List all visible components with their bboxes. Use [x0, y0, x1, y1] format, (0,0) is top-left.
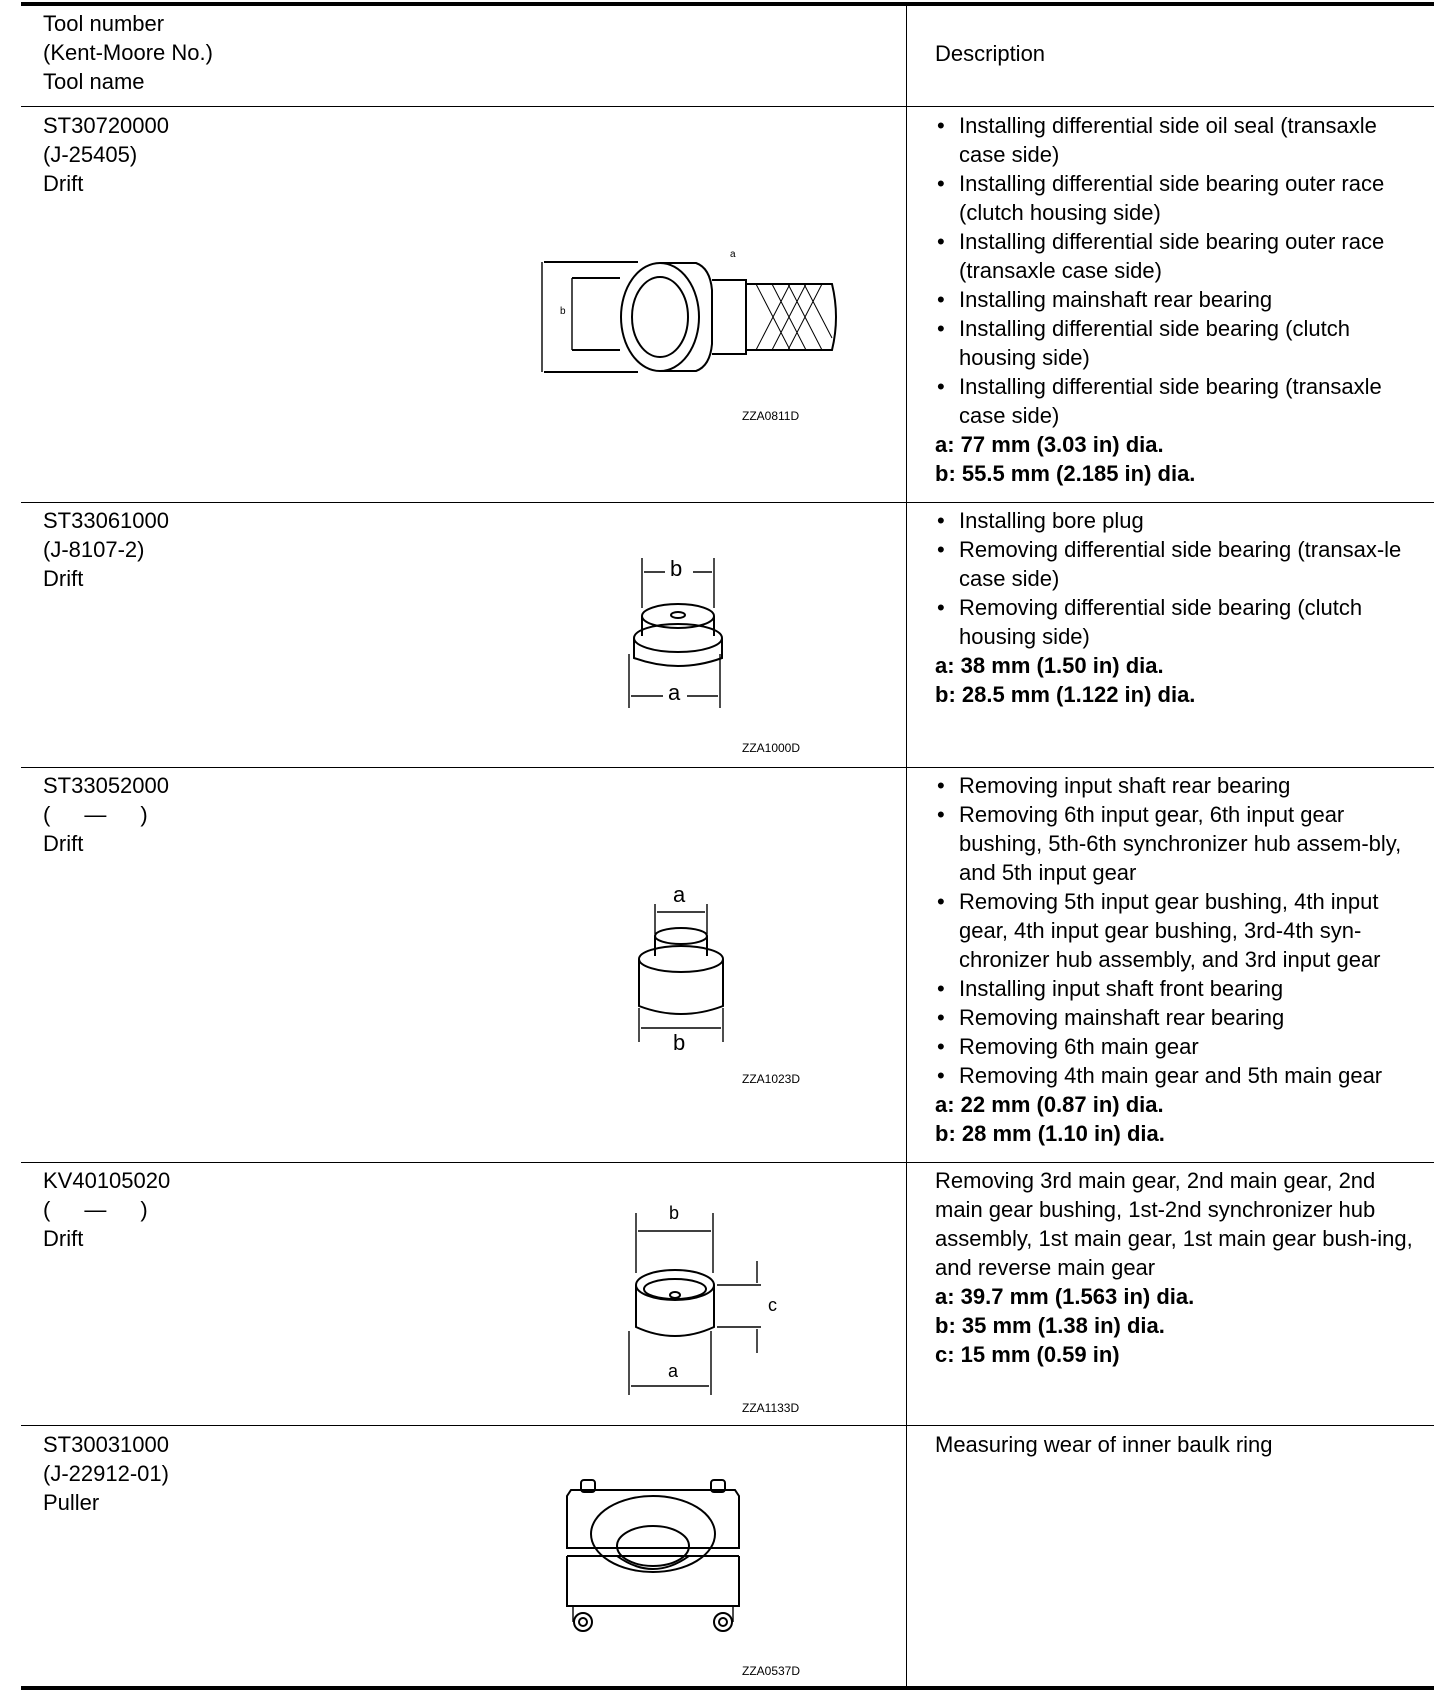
spec-b: b: 28 mm (1.10 in) dia. [935, 1121, 1165, 1146]
usage-item: • Installing differential side bearing (transaxle case side) [935, 372, 1415, 430]
kent-moore-number: (J-8107-2) [43, 537, 145, 562]
spec-a: a: 22 mm (0.87 in) dia. [935, 1092, 1164, 1117]
tool-cell [43, 1430, 169, 1517]
dimension-label-b: b [673, 1030, 686, 1055]
spec-a: a: 38 mm (1.50 in) dia. [935, 653, 1164, 678]
column-divider [906, 6, 907, 1686]
description-cell [935, 1430, 1415, 1459]
spec-b: b: 35 mm (1.38 in) dia. [935, 1313, 1165, 1338]
tool-name: Drift [43, 1226, 84, 1251]
usage-item: • Installing input shaft front bearing [935, 974, 1415, 1003]
description-cell [935, 111, 1415, 488]
usage-item: • Removing 6th main gear [935, 1032, 1415, 1061]
usage-item: • Removing 4th main gear and 5th main gear [935, 1061, 1415, 1090]
kent-moore-number: (J-22912-01) [43, 1461, 169, 1486]
header-kent-moore: (Kent-Moore No.) [43, 40, 213, 65]
header-divider [21, 106, 1434, 107]
table-top-rule [21, 2, 1434, 6]
kent-moore-number: ( — ) [43, 1197, 148, 1222]
tool-name: Drift [43, 566, 84, 591]
figure-code: ZZA0811D [742, 409, 800, 423]
usage-item: • Removing differential side bearing (transax-le case side) [935, 535, 1415, 593]
tool-cell [43, 506, 169, 593]
drift-illustration [625, 1203, 785, 1403]
usage-item: • Installing bore plug [935, 506, 1415, 535]
tool-number: ST33061000 [43, 508, 169, 533]
usage-text: Removing 3rd main gear, 2nd main gear, 2nd main gear bushing, 1st-2nd synchronizer hub assembly, 1st main gear, 1st main gear bush-ing, and reverse main gear [935, 1168, 1413, 1280]
dimension-label-b: b [669, 1203, 680, 1223]
description-cell [935, 1166, 1415, 1369]
spec-c: c: 15 mm (0.59 in) [935, 1342, 1120, 1367]
dimension-label-a: a [668, 680, 681, 705]
spec-b: b: 55.5 mm (2.185 in) dia. [935, 461, 1196, 486]
figure-code: ZZA1000D [742, 741, 801, 755]
usage-item: • Installing differential side bearing outer race (transaxle case side) [935, 227, 1415, 285]
tool-number: ST30031000 [43, 1432, 169, 1457]
description-cell [935, 771, 1415, 1148]
row-divider [21, 767, 1434, 768]
header-tool-column [43, 9, 213, 96]
usage-list [935, 506, 1415, 651]
tool-name: Drift [43, 831, 84, 856]
usage-item: • Removing input shaft rear bearing [935, 771, 1415, 800]
figure-code: ZZA0537D [742, 1664, 801, 1678]
header-tool-name: Tool name [43, 69, 145, 94]
usage-item: • Installing differential side bearing outer race (clutch housing side) [935, 169, 1415, 227]
usage-text: Measuring wear of inner baulk ring [935, 1432, 1273, 1457]
dimension-label-b: b [560, 306, 566, 317]
tool-number: KV40105020 [43, 1168, 171, 1193]
drift-illustration [520, 250, 840, 380]
dimension-label-c: c [768, 1295, 777, 1315]
tool-number: ST30720000 [43, 113, 169, 138]
usage-item: • Removing 6th input gear, 6th input gear bushing, 5th-6th synchronizer hub assem-bly, and 5th input gear [935, 800, 1415, 887]
tool-cell [43, 111, 169, 198]
tool-cell [43, 771, 169, 858]
figure-code: ZZA1133D [742, 1401, 800, 1415]
spec-b: b: 28.5 mm (1.122 in) dia. [935, 682, 1196, 707]
dimension-label-a: a [673, 882, 686, 907]
spec-a: a: 77 mm (3.03 in) dia. [935, 432, 1164, 457]
header-tool-number: Tool number [43, 11, 165, 36]
description-cell [935, 506, 1415, 709]
header-description: Description [935, 41, 1046, 66]
tool-name: Drift [43, 171, 84, 196]
spec-a: a: 39.7 mm (1.563 in) dia. [935, 1284, 1195, 1309]
drift-illustration [633, 882, 733, 1055]
usage-item: • Removing differential side bearing (clutch housing side) [935, 593, 1415, 651]
figure-code: ZZA1023D [742, 1072, 801, 1086]
tool-number: ST33052000 [43, 773, 169, 798]
table-bottom-rule [21, 1686, 1434, 1690]
usage-item: • Installing differential side oil seal (transaxle case side) [935, 111, 1415, 169]
dimension-label-a: a [730, 249, 736, 260]
usage-item: • Removing 5th input gear bushing, 4th input gear, 4th input gear bushing, 3rd-4th syn-chronizer hub assembly, and 3rd input gear [935, 887, 1415, 974]
usage-item: • Installing mainshaft rear bearing [935, 285, 1415, 314]
row-divider [21, 1425, 1434, 1426]
dimension-label-a: a [668, 1361, 679, 1381]
dimension-label-b: b [670, 556, 683, 581]
usage-item: • Removing mainshaft rear bearing [935, 1003, 1415, 1032]
usage-item: • Installing differential side bearing (clutch housing side) [935, 314, 1415, 372]
row-divider [21, 1162, 1434, 1163]
usage-list [935, 771, 1415, 1090]
tool-cell [43, 1166, 170, 1253]
drift-illustration [625, 556, 725, 716]
kent-moore-number: ( — ) [43, 802, 148, 827]
usage-list [935, 111, 1415, 430]
puller-illustration [563, 1472, 743, 1642]
tool-name: Puller [43, 1490, 100, 1515]
kent-moore-number: (J-25405) [43, 142, 138, 167]
row-divider [21, 502, 1434, 503]
